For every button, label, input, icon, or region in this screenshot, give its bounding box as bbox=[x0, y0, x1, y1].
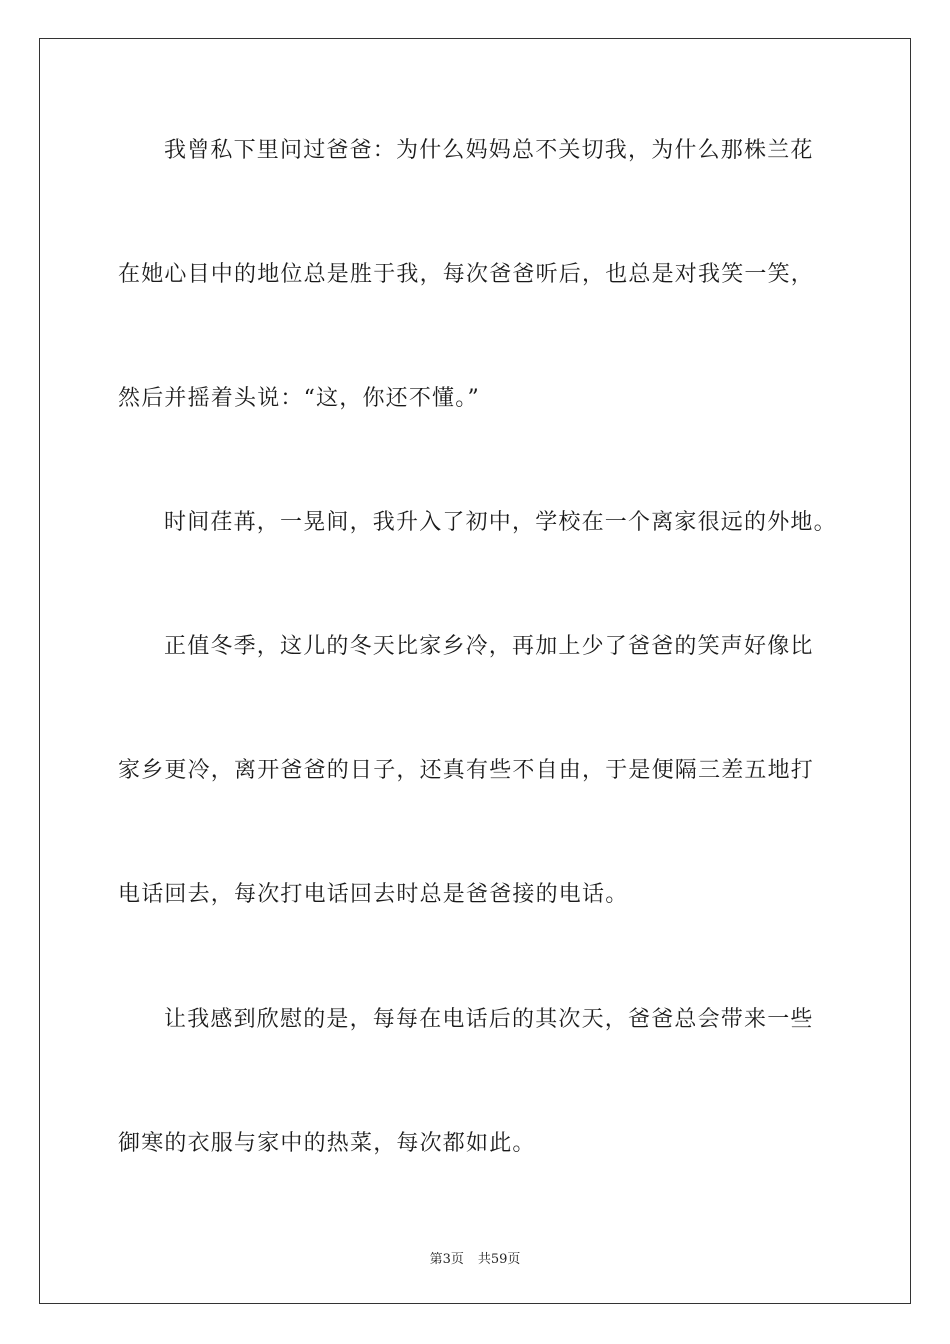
paragraph-line: 然后并摇着头说：“这，你还不懂。” bbox=[118, 386, 480, 411]
page-total: 共59页 bbox=[477, 1252, 521, 1267]
paragraph-line: 我曾私下里问过爸爸：为什么妈妈总不关切我，为什么那株兰花 bbox=[164, 138, 814, 163]
paragraph-line: 御寒的衣服与家中的热菜，每次都如此。 bbox=[118, 1131, 536, 1156]
page-number: 第3页 bbox=[429, 1252, 464, 1267]
paragraph-line: 让我感到欣慰的是，每每在电话后的其次天，爸爸总会带来一些 bbox=[164, 1007, 814, 1032]
page-footer bbox=[0, 1248, 950, 1267]
page-border bbox=[39, 38, 911, 1304]
paragraph-line: 正值冬季，这儿的冬天比家乡冷，再加上少了爸爸的笑声好像比 bbox=[164, 634, 814, 659]
paragraph-line: 在她心目中的地位总是胜于我，每次爸爸听后，也总是对我笑一笑， bbox=[118, 262, 815, 287]
paragraph-line: 家乡更冷，离开爸爸的日子，还真有些不自由，于是便隔三差五地打 bbox=[118, 758, 815, 783]
paragraph-line: 时间荏苒，一晃间，我升入了初中，学校在一个离家很远的外地。 bbox=[164, 510, 837, 535]
paragraph-line: 电话回去，每次打电话回去时总是爸爸接的电话。 bbox=[118, 882, 629, 907]
